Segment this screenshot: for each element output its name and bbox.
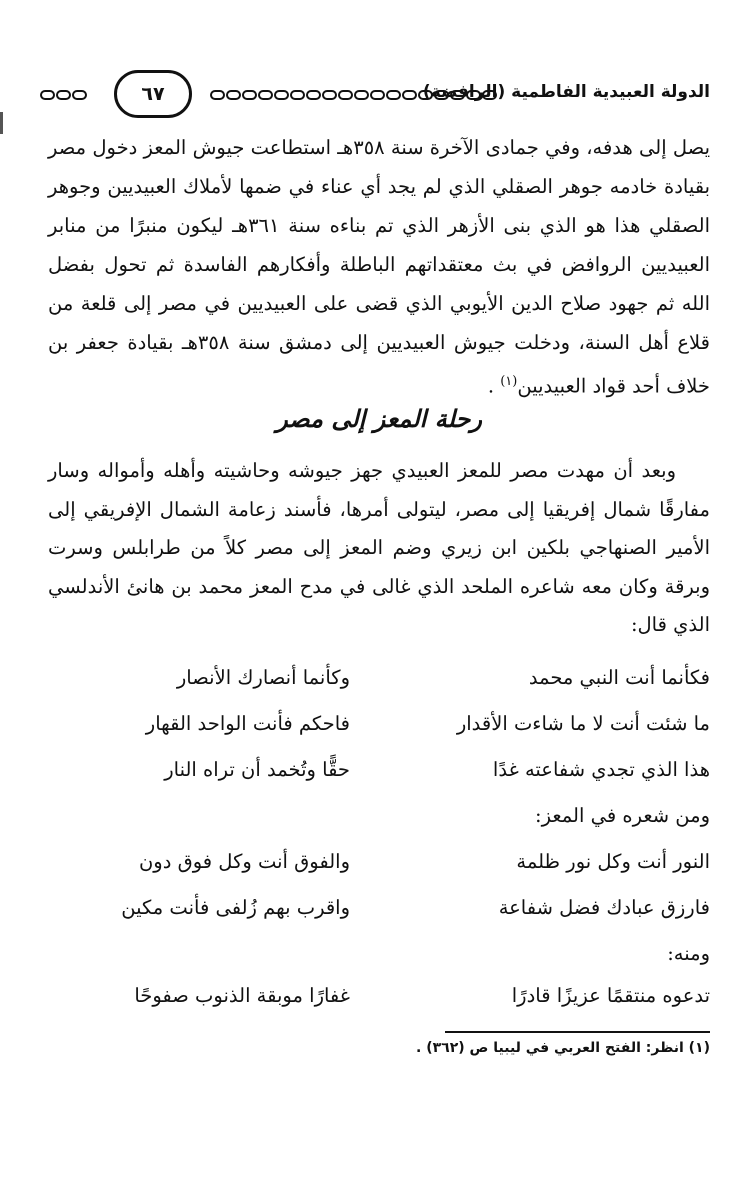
header-ornament-short <box>40 87 87 103</box>
running-title: الدولة العبيدية الفاطمية (الرافضة) <box>422 82 710 102</box>
section-title: رحلة المعز إلى مصر <box>276 404 482 433</box>
verse-line <box>60 896 710 936</box>
page-edge-mark <box>0 112 3 134</box>
verse-first-hemistich: النور أنت وكل نور ظلمة <box>516 850 710 873</box>
footnote-separator <box>445 1031 710 1033</box>
verse-first-hemistich: ما شئت أنت لا ما شاءت الأقدار <box>456 712 710 735</box>
verse-line <box>60 984 710 1024</box>
verse-second-hemistich: حقًّا وتُخمد أن تراه النار <box>164 758 350 781</box>
verse-second-hemistich: والفوق أنت وكل فوق دون <box>138 850 350 873</box>
verse-line <box>60 850 710 890</box>
footnote-marker: (١) <box>500 374 518 389</box>
verse-first-hemistich: تدعوه منتقمًا عزيزًا قادرًا <box>511 984 710 1007</box>
verse-line <box>60 666 710 706</box>
verse-first-hemistich: هذا الذي تجدي شفاعته غدًا <box>492 758 710 781</box>
verse-intro: ومن شعره في المعز: <box>535 804 710 827</box>
verse-second-hemistich: واقرب بهم زُلفى فأنت مكين <box>121 896 350 919</box>
footnote: (١) انظر: الفتح العربي في ليبيا ص (٣٦٢) . <box>416 1040 710 1056</box>
paragraph-1-end: . <box>487 374 501 398</box>
paragraph-1-text: يصل إلى هدفه، وفي جمادى الآخرة سنة ٣٥٨هـ استطاعت جيوش المعز دخول مصر بقيادة خادمه جوهر الصقلي الذي لم يجد أي عناء في ضمها لأملاك العبيديين وجوهر الصقلي هذا هو الذي بنى الأزهر الذي تم بناءه سنة ٣٦١هـ ليكون منبرًا من منابر العبيديين الروافض في بث معتقداتهم الباطلة وأفكارهم الفاسدة ثم تحول بفضل الله ثم جهود صلاح الدين الأيوبي الذي قضى على العبيديين في مصر إلى قلعة من قلاع أهل السنة، ودخلت جيوش العبيديين إلى دمشق سنة ٣٥٨هـ بقيادة جعفر بن خلاف أحد قواد العبيديين <box>48 136 711 398</box>
verse-second-hemistich: وكأنما أنصارك الأنصار <box>176 666 350 689</box>
verse-line <box>60 712 710 752</box>
paragraph-1 <box>48 128 710 406</box>
verse-second-hemistich: فاحكم فأنت الواحد القهار <box>145 712 350 735</box>
page-header <box>20 70 710 122</box>
verse-first-hemistich: فكأنما أنت النبي محمد <box>528 666 710 689</box>
verse-second-hemistich: غفارًا موبقة الذنوب صفوحًا <box>134 984 350 1007</box>
verse-intro: ومنه: <box>667 942 710 965</box>
paragraph-2 <box>48 452 710 645</box>
paragraph-2-text: وبعد أن مهدت مصر للمعز العبيدي جهز جيوشه وحاشيته وأهله وأمواله وسار مفارقًا شمال إفريقيا إلى مصر، ليتولى أمرها، فأسند زعامة الشمال الإفريقي إلى الأمير الصنهاجي بلكين ابن زيري وضم المعز إلى مصر كلاً من طرابلس وسرت وبرقة وكان معه شاعره الملحد الذي غالى في مدح المعز محمد بن هانئ الأندلسي الذي قال: <box>48 459 710 636</box>
verse-line <box>60 758 710 798</box>
page-number: ٦٧ <box>114 70 192 118</box>
verse-first-hemistich: فارزق عبادك فضل شفاعة <box>498 896 710 919</box>
